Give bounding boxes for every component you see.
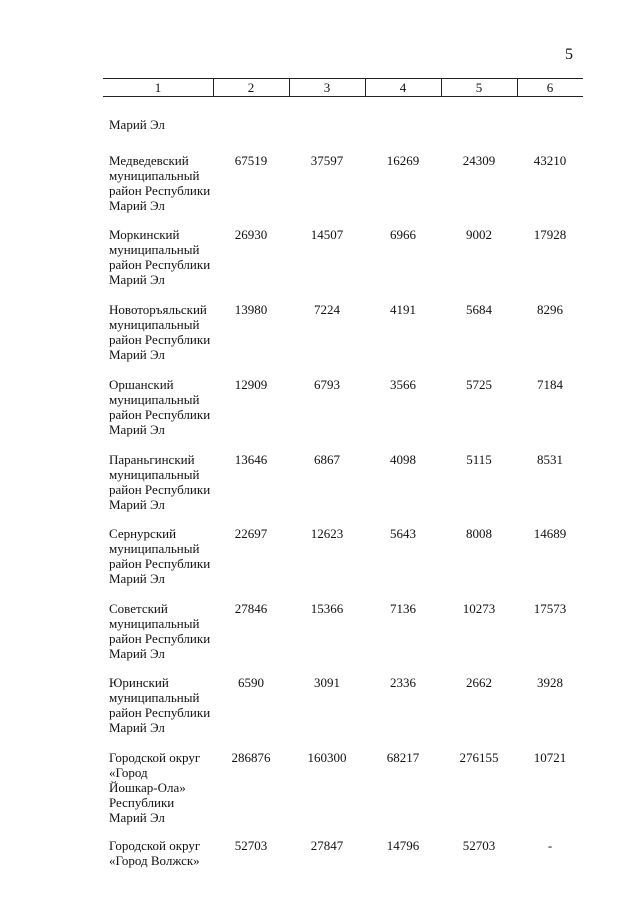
column-divider (289, 79, 290, 96)
column-divider (213, 79, 214, 96)
cell-col-4: 68217 (386, 750, 420, 765)
column-header-2: 2 (247, 80, 255, 95)
cell-col-4: 14796 (386, 838, 420, 853)
row-name-line: Моркинский (109, 227, 180, 242)
cell-col-3: 6793 (314, 377, 340, 392)
row-name-line: район Республики (109, 257, 211, 272)
row-name-line: Сернурский (109, 526, 177, 541)
row-name-line: муниципальный (109, 541, 200, 556)
cell-col-4: 16269 (386, 153, 420, 168)
row-name-line: Республики (109, 795, 175, 810)
data-table (103, 78, 583, 868)
carry-over-text: Марий Эл (109, 117, 165, 132)
column-divider (517, 79, 518, 96)
cell-col-3: 160300 (307, 750, 347, 765)
row-name-line: район Республики (109, 482, 211, 497)
row-name-line: район Республики (109, 332, 211, 347)
row-name (109, 675, 219, 735)
cell-col-2: 13646 (234, 452, 268, 467)
cell-col-5: 24309 (462, 153, 496, 168)
cell-col-2: 52703 (234, 838, 268, 853)
cell-col-3: 14507 (310, 227, 344, 242)
row-name-line: Медведевский (109, 153, 189, 168)
row-name-line: район Республики (109, 183, 211, 198)
cell-col-5: 9002 (466, 227, 492, 242)
cell-col-5: 276155 (459, 750, 499, 765)
cell-col-5: 52703 (462, 838, 496, 853)
row-name-line: Йошкар-Ола» (109, 780, 186, 795)
cell-col-4: 3566 (390, 377, 416, 392)
cell-col-4: 2336 (390, 675, 416, 690)
cell-col-6: 3928 (537, 675, 563, 690)
row-name-line: Юринский (109, 675, 169, 690)
cell-col-3: 7224 (314, 302, 340, 317)
column-header-3: 3 (323, 80, 331, 95)
cell-col-6: 8296 (537, 302, 563, 317)
row-name-line: муниципальный (109, 242, 200, 257)
cell-col-2: 26930 (234, 227, 268, 242)
cell-col-6: 10721 (533, 750, 567, 765)
cell-col-4: 4098 (390, 452, 416, 467)
row-name-line: «Город (109, 765, 148, 780)
cell-col-3: 12623 (310, 526, 344, 541)
row-name-line: район Республики (109, 556, 211, 571)
cell-col-4: 7136 (390, 601, 416, 616)
row-name-line: Новоторъяльский (109, 302, 207, 317)
column-divider (365, 79, 366, 96)
cell-col-5: 5684 (466, 302, 492, 317)
row-name (109, 452, 219, 512)
cell-col-2: 67519 (234, 153, 268, 168)
cell-col-6: 8531 (537, 452, 563, 467)
cell-col-3: 37597 (310, 153, 344, 168)
cell-col-3: 6867 (314, 452, 340, 467)
cell-col-2: 13980 (234, 302, 268, 317)
row-name-line: Советский (109, 601, 168, 616)
cell-col-6: 17928 (533, 227, 567, 242)
row-name-line: Марий Эл (109, 497, 165, 512)
table-header-row (103, 78, 583, 97)
cell-col-4: 4191 (390, 302, 416, 317)
cell-col-6: 7184 (537, 377, 563, 392)
column-header-4: 4 (399, 80, 407, 95)
cell-col-5: 10273 (462, 601, 496, 616)
cell-col-3: 3091 (314, 675, 340, 690)
row-name (109, 377, 219, 437)
row-name-line: район Республики (109, 631, 211, 646)
row-name-line: Марий Эл (109, 422, 165, 437)
row-name-line: Марий Эл (109, 571, 165, 586)
row-name-line: Городской округ (109, 750, 201, 765)
row-name-line: Параньгинский (109, 452, 195, 467)
column-header-1: 1 (154, 80, 162, 95)
cell-col-2: 6590 (238, 675, 264, 690)
column-divider (441, 79, 442, 96)
row-name-line: Марий Эл (109, 347, 165, 362)
row-name-line: район Республики (109, 407, 211, 422)
row-name (109, 526, 219, 586)
row-name-line: Марий Эл (109, 272, 165, 287)
column-header-6: 6 (546, 80, 554, 95)
cell-col-2: 12909 (234, 377, 268, 392)
row-name (109, 153, 219, 213)
row-name-line: район Республики (109, 705, 211, 720)
row-name (109, 838, 219, 868)
row-name-line: муниципальный (109, 616, 200, 631)
cell-col-4: 5643 (390, 526, 416, 541)
row-name-line: муниципальный (109, 392, 200, 407)
row-name (109, 750, 219, 825)
row-name-line: Марий Эл (109, 720, 165, 735)
row-name-line: муниципальный (109, 690, 200, 705)
row-name-line: Марий Эл (109, 810, 165, 825)
cell-col-2: 286876 (231, 750, 271, 765)
row-name-line: Марий Эл (109, 198, 165, 213)
cell-col-2: 22697 (234, 526, 268, 541)
row-name-line: «Город Волжск» (109, 853, 200, 868)
cell-col-5: 8008 (466, 526, 492, 541)
cell-col-6: 14689 (533, 526, 567, 541)
row-name (109, 601, 219, 661)
row-name-line: муниципальный (109, 467, 200, 482)
row-name-line: муниципальный (109, 317, 200, 332)
cell-col-4: 6966 (390, 227, 416, 242)
column-header-5: 5 (475, 80, 483, 95)
cell-col-6: - (547, 838, 553, 853)
row-name-line: муниципальный (109, 168, 200, 183)
row-name-line: Марий Эл (109, 646, 165, 661)
row-name-line: Оршанский (109, 377, 174, 392)
row-name-line: Городской округ (109, 838, 201, 853)
page-number: 5 (565, 46, 573, 63)
row-name (109, 302, 219, 362)
cell-col-5: 5725 (466, 377, 492, 392)
cell-col-6: 43210 (533, 153, 567, 168)
cell-col-3: 15366 (310, 601, 344, 616)
cell-col-6: 17573 (533, 601, 567, 616)
row-name (109, 227, 219, 287)
cell-col-5: 2662 (466, 675, 492, 690)
cell-col-3: 27847 (310, 838, 344, 853)
cell-col-5: 5115 (466, 452, 492, 467)
cell-col-2: 27846 (234, 601, 268, 616)
